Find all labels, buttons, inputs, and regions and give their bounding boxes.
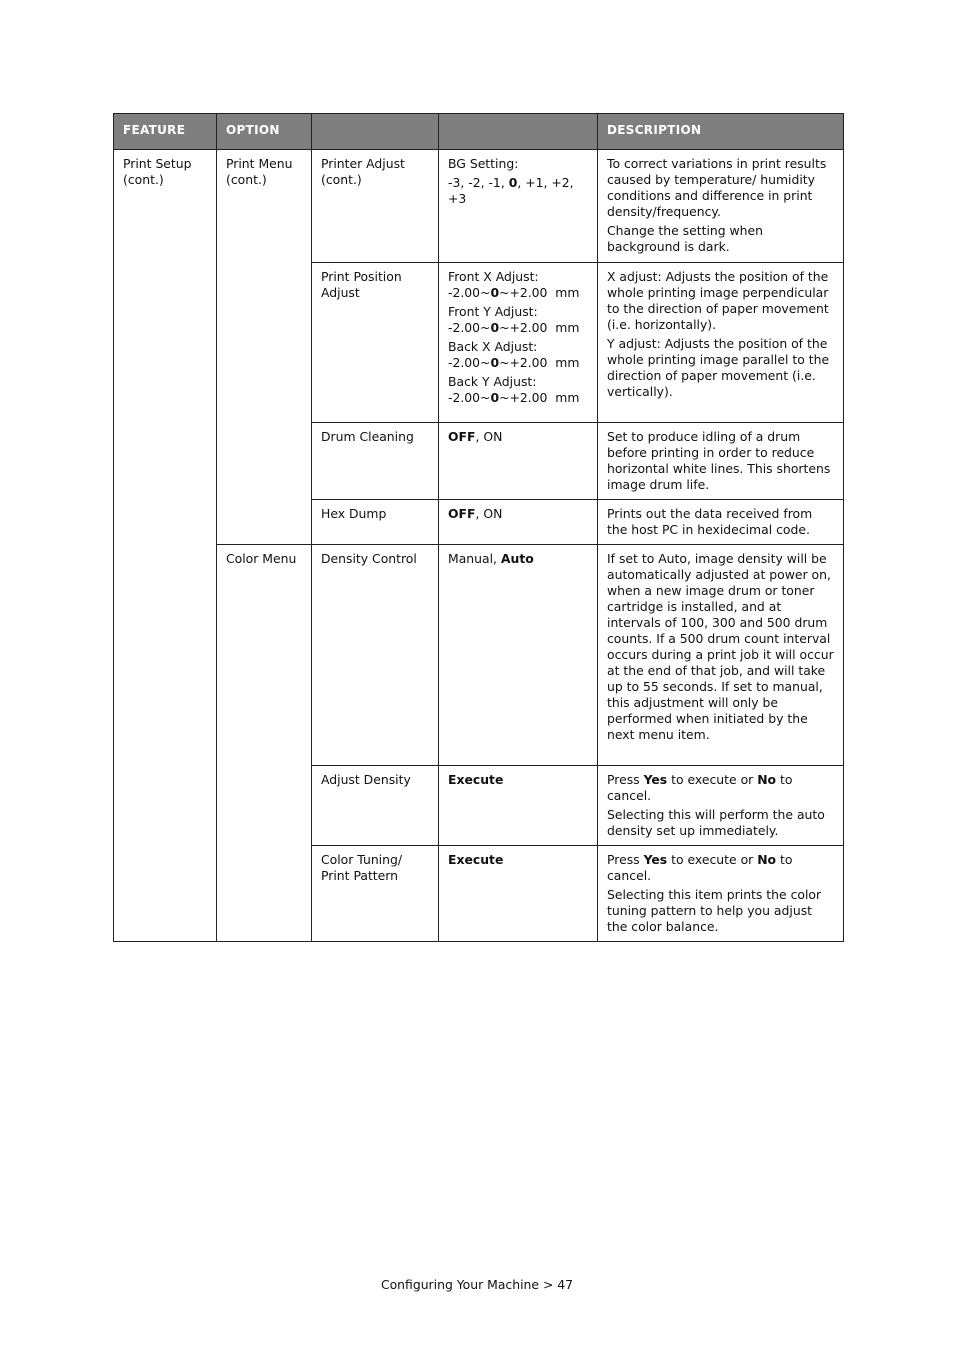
desc-density-control: If set to Auto, image density will be automatically adjusted at power on, when a new image drum or toner cartridge is installed, and at intervals of 100, 300 and 500 drum counts. If a 500 drum count interval occurs during a print job it will occur at the end of that job, and will take up to 55 seconds. If set to manual, this adjustment will only be performed when initiated by the next menu item. — [598, 545, 844, 766]
value-density-control: Manual, Auto — [439, 545, 598, 766]
option-color-menu: Color Menu — [217, 545, 312, 942]
value-drum-cleaning: OFF, ON — [439, 423, 598, 500]
option-print-menu: Print Menu (cont.) — [217, 150, 312, 545]
value-print-position — [439, 263, 598, 423]
desc-paragraph: To correct variations in print results caused by temperature/ humidity conditions and difference in print density/frequency. — [607, 156, 827, 219]
item-color-tuning: Color Tuning/ Print Pattern — [312, 846, 439, 942]
table-row — [114, 150, 844, 263]
item-print-position: Print Position Adjust — [312, 263, 439, 423]
desc-paragraph: Selecting this will perform the auto density set up immediately. — [607, 807, 825, 838]
front-y-adjust: Front Y Adjust: -2.00~0~+2.00 mm — [448, 304, 580, 335]
bg-setting-values: -3, -2, -1, 0, +1, +2, +3 — [448, 175, 574, 206]
desc-color-tuning — [598, 846, 844, 942]
page-footer: Configuring Your Machine > 47 — [380, 1277, 574, 1292]
table-row — [114, 545, 844, 766]
desc-paragraph: Change the setting when background is dark. — [607, 223, 764, 254]
table-header-row — [114, 114, 844, 150]
value-hex-dump: OFF, ON — [439, 500, 598, 545]
settings-table — [113, 113, 844, 942]
desc-printer-adjust — [598, 150, 844, 263]
desc-paragraph: Press Yes to execute or No to cancel. — [607, 772, 793, 803]
item-adjust-density: Adjust Density — [312, 766, 439, 846]
feature-cell: Print Setup (cont.) — [114, 150, 217, 942]
item-hex-dump: Hex Dump — [312, 500, 439, 545]
front-x-adjust: Front X Adjust: -2.00~0~+2.00 mm — [448, 269, 580, 300]
desc-paragraph: Selecting this item prints the color tuning pattern to help you adjust the color balance. — [607, 887, 822, 934]
header-feature: FEATURE — [114, 114, 217, 150]
header-col4 — [439, 114, 598, 150]
desc-paragraph: X adjust: Adjusts the position of the whole printing image perpendicular to the direction of paper movement (i.e. horizontally). — [607, 269, 829, 332]
header-option: OPTION — [217, 114, 312, 150]
bg-setting-label: BG Setting: — [448, 156, 519, 171]
header-col3 — [312, 114, 439, 150]
back-y-adjust: Back Y Adjust: -2.00~0~+2.00 mm — [448, 374, 580, 405]
desc-paragraph: Y adjust: Adjusts the position of the whole printing image parallel to the direction of paper movement (i.e. vertically). — [607, 336, 830, 399]
value-printer-adjust — [439, 150, 598, 263]
value-color-tuning: Execute — [439, 846, 598, 942]
value-adjust-density: Execute — [439, 766, 598, 846]
desc-print-position — [598, 263, 844, 423]
item-printer-adjust: Printer Adjust (cont.) — [312, 150, 439, 263]
header-description: DESCRIPTION — [598, 114, 844, 150]
back-x-adjust: Back X Adjust: -2.00~0~+2.00 mm — [448, 339, 580, 370]
desc-paragraph: Press Yes to execute or No to cancel. — [607, 852, 793, 883]
item-density-control: Density Control — [312, 545, 439, 766]
desc-adjust-density — [598, 766, 844, 846]
item-drum-cleaning: Drum Cleaning — [312, 423, 439, 500]
desc-drum-cleaning: Set to produce idling of a drum before printing in order to reduce horizontal white lines. This shortens image drum life. — [598, 423, 844, 500]
desc-hex-dump: Prints out the data received from the host PC in hexidecimal code. — [598, 500, 844, 545]
